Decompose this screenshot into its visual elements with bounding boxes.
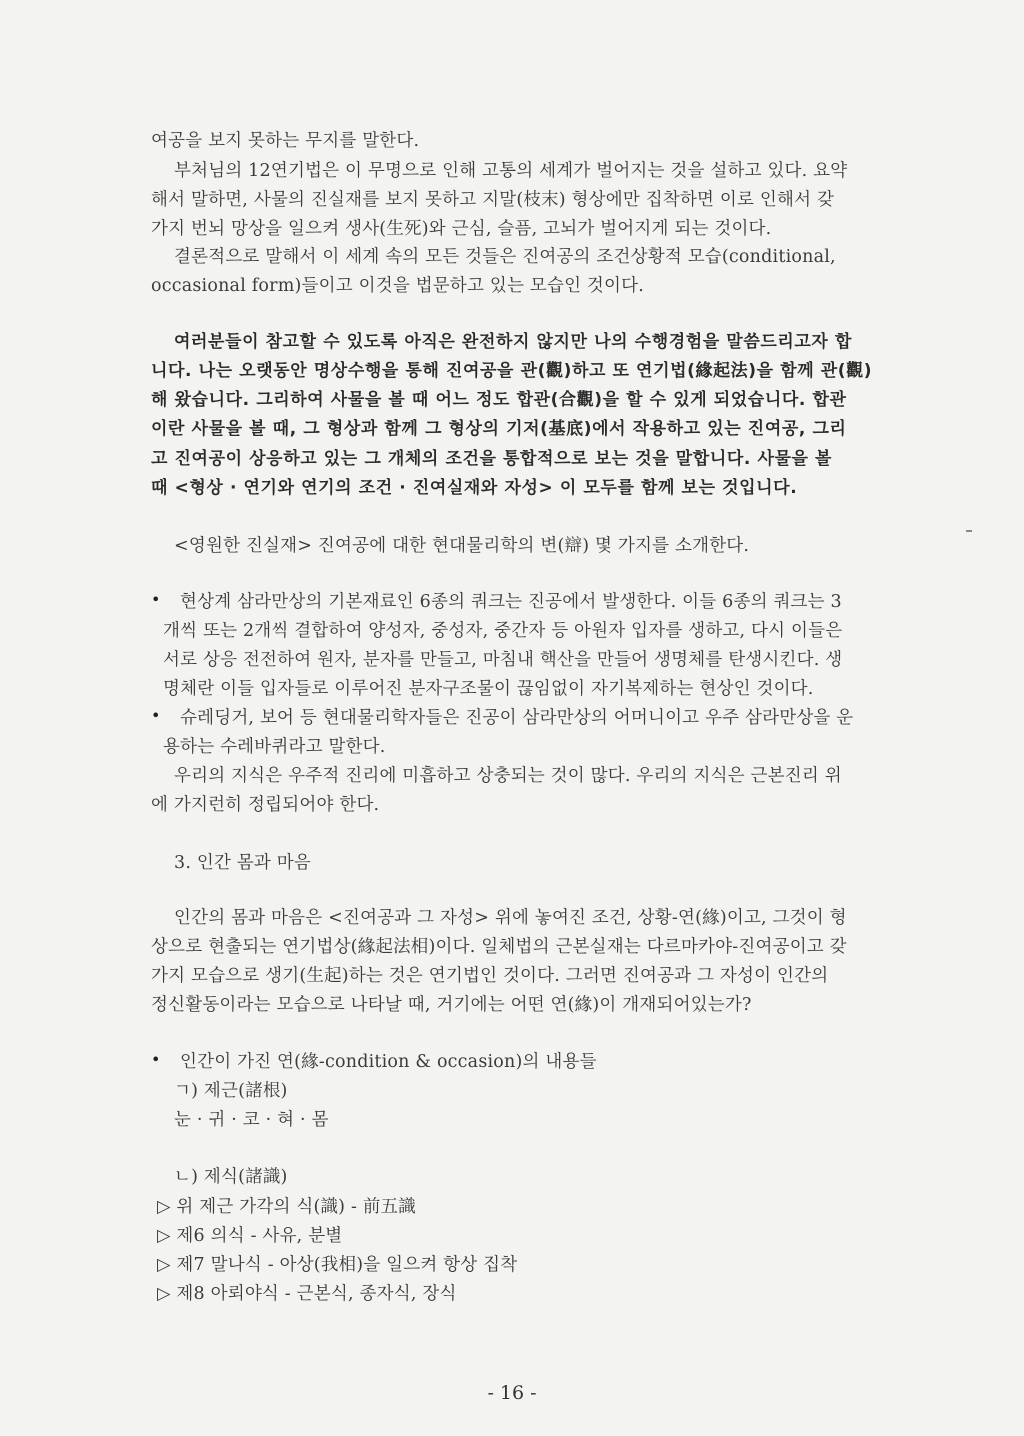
text-line: 정신활동이라는 모습으로 나타날 때, 거기에는 어떤 연(緣)이 개재되어있는가? <box>151 995 752 1015</box>
handwritten-line: 해 왔습니다. 그리하여 사물을 볼 때 어느 정도 합관(合觀)을 할 수 있게 되었습니다. 합관 <box>151 390 847 410</box>
list-item: ▷ 제6 의식 - 사유, 분별 <box>157 1226 343 1246</box>
bullet-line: 현상계 삼라만상의 기본재료인 6종의 쿼크는 진공에서 발생한다. 이들 6종의 쿼크는 3 <box>180 592 842 612</box>
list-item: ▷ 제7 말나식 - 아상(我相)을 일으켜 항상 집착 <box>157 1255 518 1275</box>
bullet-line: 서로 상응 전전하여 원자, 분자를 만들고, 마침내 핵산을 만들어 생명체를 탄생시킨다. 생 <box>163 650 843 670</box>
intro-line: <영원한 진실재> 진여공에 대한 현대물리학의 변(辯) 몇 가지를 소개한다. <box>174 536 750 556</box>
bullet-dot: • <box>151 706 161 725</box>
bullet-line: 명체란 이들 입자들로 이루어진 분자구조물이 끊임없이 자기복제하는 현상인 것이다. <box>163 679 814 699</box>
list-item: ▷ 제8 아뢰야식 - 근본식, 종자식, 장식 <box>157 1284 457 1304</box>
handwritten-line: 니다. 나는 오랫동안 명상수행을 통해 진여공을 관(觀)하고 또 연기법(緣起法)을 함께 관(觀) <box>151 361 873 381</box>
bullet-line: 인간이 가진 연(緣-condition & occasion)의 내용들 <box>180 1052 597 1072</box>
bullet-dot: • <box>151 1050 161 1069</box>
section-heading: 3. 인간 몸과 마음 <box>174 853 312 873</box>
text-line: 상으로 현출되는 연기법상(緣起法相)이다. 일체법의 근본실재는 다르마카야-진여공이고 갖 <box>151 937 847 957</box>
page-number: - 16 - <box>487 1382 537 1404</box>
text-line: 가지 모습으로 생기(生起)하는 것은 연기법인 것이다. 그러면 진여공과 그 자성이 인간의 <box>151 966 829 986</box>
bullet-dot: • <box>151 590 161 609</box>
text-line: 인간의 몸과 마음은 <진여공과 그 자성> 위에 놓여진 조건, 상황-연(緣)이고, 그것이 형 <box>174 908 847 928</box>
sub-heading: ㄱ) 제근(諸根) <box>174 1081 288 1101</box>
sub-items: 눈 · 귀 · 코 · 혀 · 몸 <box>174 1110 329 1130</box>
text-line: 부처님의 12연기법은 이 무명으로 인해 고통의 세계가 벌어지는 것을 설하고 있다. 요약 <box>174 161 848 181</box>
bullet-line: 용하는 수레바퀴라고 말한다. <box>163 737 386 757</box>
handwritten-line: 여러분들이 참고할 수 있도록 아직은 완전하지 않지만 나의 수행경험을 말씀드리고자 합 <box>174 332 852 352</box>
text-line: 가지 번뇌 망상을 일으켜 생사(生死)와 근심, 슬픔, 고뇌가 벌어지게 되는 것이다. <box>151 219 772 239</box>
list-item: ▷ 위 제근 가각의 식(識) - 前五識 <box>157 1197 416 1217</box>
scan-mark <box>966 530 972 532</box>
text-line: 에 가지런히 정립되어야 한다. <box>151 795 380 815</box>
text-line: 우리의 지식은 우주적 진리에 미흡하고 상충되는 것이 많다. 우리의 지식은 근본진리 위 <box>174 766 842 786</box>
handwritten-line: 고 진여공이 상응하고 있는 그 개체의 조건을 통합적으로 보는 것을 말합니다. 사물을 볼 <box>151 449 833 469</box>
handwritten-line: 때 <형상 · 연기와 연기의 조건 · 진여실재와 자성> 이 모두를 함께 보는 것입니다. <box>151 478 798 498</box>
sub-heading: ㄴ) 제식(諸識) <box>174 1167 288 1187</box>
handwritten-line: 이란 사물을 볼 때, 그 형상과 함께 그 형상의 기저(基底)에서 작용하고 있는 진여공, 그리 <box>151 419 847 439</box>
bullet-line: 개씩 또는 2개씩 결합하여 양성자, 중성자, 중간자 등 아원자 입자를 생하고, 다시 이들은 <box>163 621 843 641</box>
text-line: 해서 말하면, 사물의 진실재를 보지 못하고 지말(枝末) 형상에만 집착하면 이로 인해서 갖 <box>151 190 835 210</box>
text-line: 결론적으로 말해서 이 세계 속의 모든 것들은 진여공의 조건상황적 모습(conditional, <box>174 247 836 267</box>
text-line: occasional form)들이고 이것을 법문하고 있는 모습인 것이다. <box>151 276 645 296</box>
bullet-line: 슈레딩거, 보어 등 현대물리학자들은 진공이 삼라만상의 어머니이고 우주 삼라만상을 운 <box>180 708 854 728</box>
text-line: 여공을 보지 못하는 무지를 말한다. <box>151 131 420 151</box>
